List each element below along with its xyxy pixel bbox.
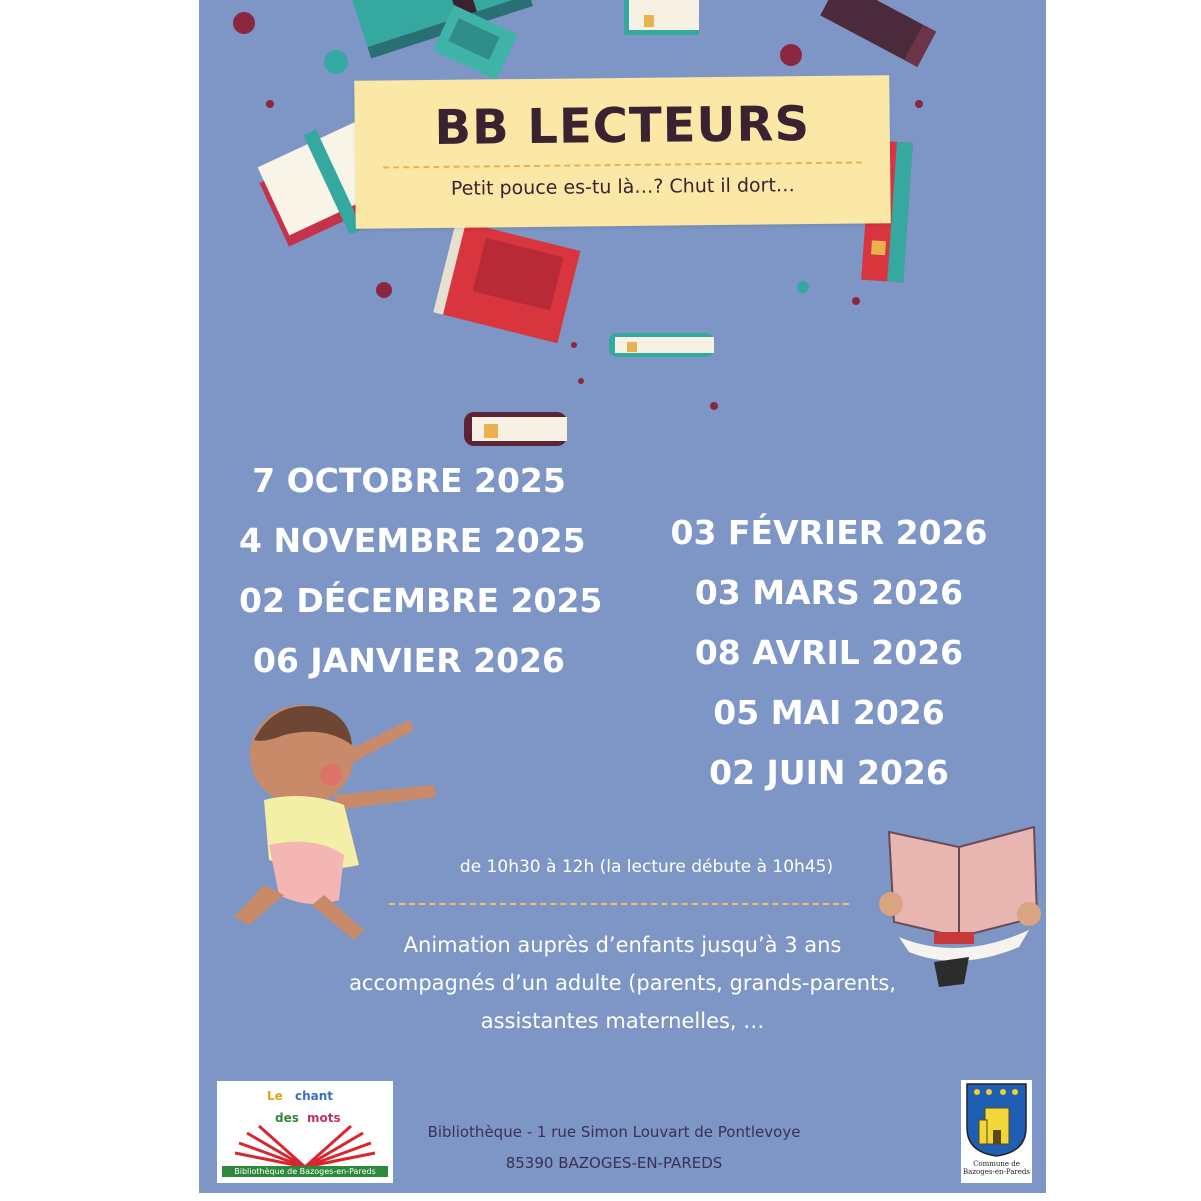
open-book-logo-icon	[225, 1123, 385, 1169]
audience-line: Animation auprès d’enfants jusqu’à 3 ans	[403, 933, 842, 957]
address-line: 85390 BAZOGES-EN-PAREDS	[505, 1154, 723, 1172]
commune-logo	[961, 1080, 1032, 1183]
date-item: 03 MARS 2026	[694, 573, 964, 612]
library-logo-caption: Bibliothèque de Bazoges-en-Pareds	[222, 1166, 388, 1177]
date-item: 03 FÉVRIER 2026	[670, 513, 988, 552]
title-divider	[383, 161, 862, 168]
date-item: 08 AVRIL 2026	[694, 633, 964, 672]
date-item: 4 NOVEMBRE 2025	[239, 521, 586, 560]
date-item: 7 OCTOBRE 2025	[252, 461, 566, 500]
title-banner	[354, 75, 891, 229]
logo-word: des	[275, 1111, 299, 1125]
logo-word: mots	[307, 1111, 341, 1125]
date-item: 02 JUIN 2026	[709, 753, 949, 792]
page-title: BB LECTEURS	[434, 96, 811, 156]
commune-logo-label	[961, 1160, 1032, 1176]
dates-right	[659, 503, 999, 803]
poster	[199, 0, 1046, 1193]
dates-left	[239, 451, 603, 691]
library-logo	[217, 1081, 393, 1183]
commune-crest-icon	[965, 1082, 1028, 1158]
date-item: 06 JANVIER 2026	[253, 641, 565, 680]
schedule-text: de 10h30 à 12h (la lecture débute à 10h45)	[459, 857, 834, 877]
section-divider	[389, 903, 849, 905]
small-book-1-icon	[609, 333, 714, 357]
baby-illustration	[224, 695, 449, 950]
logo-word: chant	[295, 1089, 334, 1103]
audience-line: assistantes maternelles, …	[480, 1009, 765, 1033]
date-item: 05 MAI 2026	[713, 693, 945, 732]
small-book-2-icon	[464, 412, 567, 446]
plum-book-top-icon	[820, 0, 936, 67]
address-line: Bibliothèque - 1 rue Simon Louvart de Pontlevoye	[427, 1123, 801, 1141]
audience-line: accompagnés d’un adulte (parents, grands-parents,	[349, 971, 896, 995]
book-top-center-icon	[624, 0, 699, 35]
commune-logo-line: Commune de	[973, 1160, 1020, 1168]
commune-logo-line: Bazoges-en-Pareds	[963, 1168, 1030, 1176]
footer-address	[399, 1117, 829, 1179]
red-book-center-icon	[433, 220, 580, 343]
books-illustration	[199, 0, 1046, 460]
page-subtitle: Petit pouce es-tu là…? Chut il dort…	[450, 174, 795, 200]
date-item: 02 DÉCEMBRE 2025	[239, 581, 603, 620]
audience-text	[329, 926, 916, 1040]
logo-word: Le	[267, 1089, 283, 1103]
